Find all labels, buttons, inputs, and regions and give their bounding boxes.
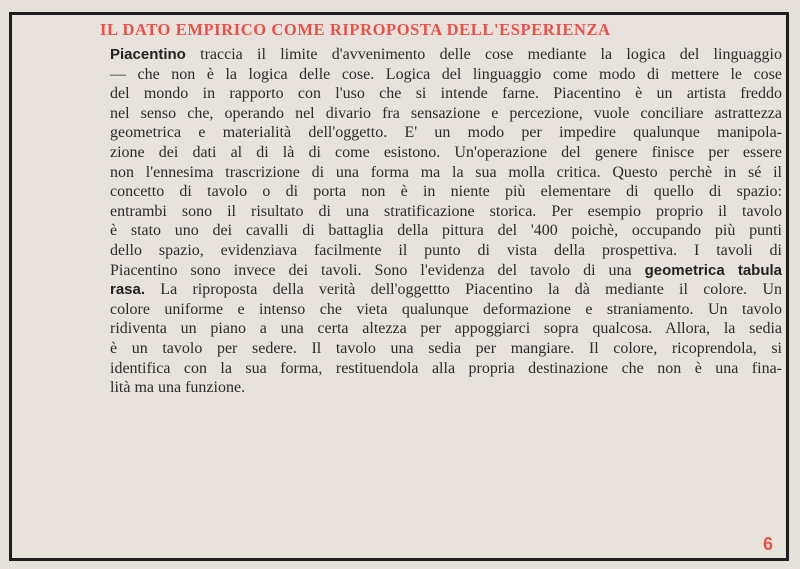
text-line — [110, 280, 782, 300]
text-line — [110, 339, 782, 359]
text-segment: La riproposta della verità dell'oggettto Piacentino la dà mediante il colore. Un — [145, 281, 782, 299]
text-line — [110, 163, 782, 183]
text-segment: — che non è la logica delle cose. Logica del linguaggio come modo di mettere le cose — [110, 65, 782, 83]
text-line — [110, 202, 782, 222]
text-segment: traccia il limite d'avvenimento delle cose mediante la logica del linguaggio — [185, 46, 782, 63]
text-line — [110, 300, 782, 320]
text-segment: del mondo in rapporto con l'uso che si intende farne. Piacentino è un artista freddo — [110, 85, 782, 103]
text-segment: nel senso che, operando nel divario fra sensazione e percezione, vuole conciliare astrattezza — [110, 104, 782, 122]
text-line — [110, 359, 782, 379]
text-segment: colore uniforme e intenso che vieta qualunque deformazione e straniamento. Un tavolo — [110, 300, 782, 318]
text-line — [110, 378, 782, 398]
text-line — [110, 182, 782, 202]
text-line — [110, 261, 782, 281]
text-segment: non l'ennesima trascrizione di una forma ma la sua molla critica. Questo perchè in sé il — [110, 163, 782, 181]
text-line — [110, 65, 782, 85]
page-title: IL DATO EMPIRICO COME RIPROPOSTA DELL'ESPERIENZA — [100, 20, 611, 39]
bold-text: rasa. — [110, 281, 146, 299]
bold-text: geometrica tabula — [644, 261, 782, 279]
text-line — [110, 221, 782, 241]
text-segment: dello spazio, evidenziava facilmente il punto di vista della prospettiva. I tavoli di — [110, 241, 782, 259]
text-line — [110, 45, 782, 65]
text-segment: ridiventa un piano a una certa altezza per appoggiarci sopra qualcosa. Allora, la sedia — [110, 320, 782, 338]
text-segment: geometrica e materialità dell'oggetto. E' un modo per impedire qualunque manipola- — [110, 124, 782, 142]
text-segment: entrambi sono il risultato di una stratificazione storica. Per esempio proprio il tavolo — [110, 202, 782, 220]
text-line — [110, 241, 782, 261]
text-line — [110, 104, 782, 124]
text-segment: è un tavolo per sedere. Il tavolo una sedia per mangiare. Il colore, ricoprendola, si — [110, 339, 782, 357]
text-segment: identifica con la sua forma, restituendola alla propria destinazione che non è una fina- — [110, 359, 782, 377]
text-segment: è stato uno dei cavalli di battaglia della pittura del '400 poichè, occupando più punti — [110, 222, 782, 240]
text-line — [110, 319, 782, 339]
text-line — [110, 84, 782, 104]
text-line — [110, 123, 782, 143]
text-segment: Piacentino sono invece dei tavoli. Sono l'evidenza del tavolo di una — [110, 261, 645, 279]
text-segment: zione dei dati al di là di come esistono. Un'operazione del genere finisce per essere — [110, 143, 782, 161]
text-segment: concetto di tavolo o di porta non è in niente più elementare di quello di spazio: — [110, 183, 782, 201]
bold-text: Piacentino — [110, 46, 186, 63]
body-text — [110, 45, 782, 398]
text-segment: lità ma una funzione. — [110, 379, 246, 397]
text-line — [110, 143, 782, 163]
page-number: 6 — [763, 534, 774, 554]
